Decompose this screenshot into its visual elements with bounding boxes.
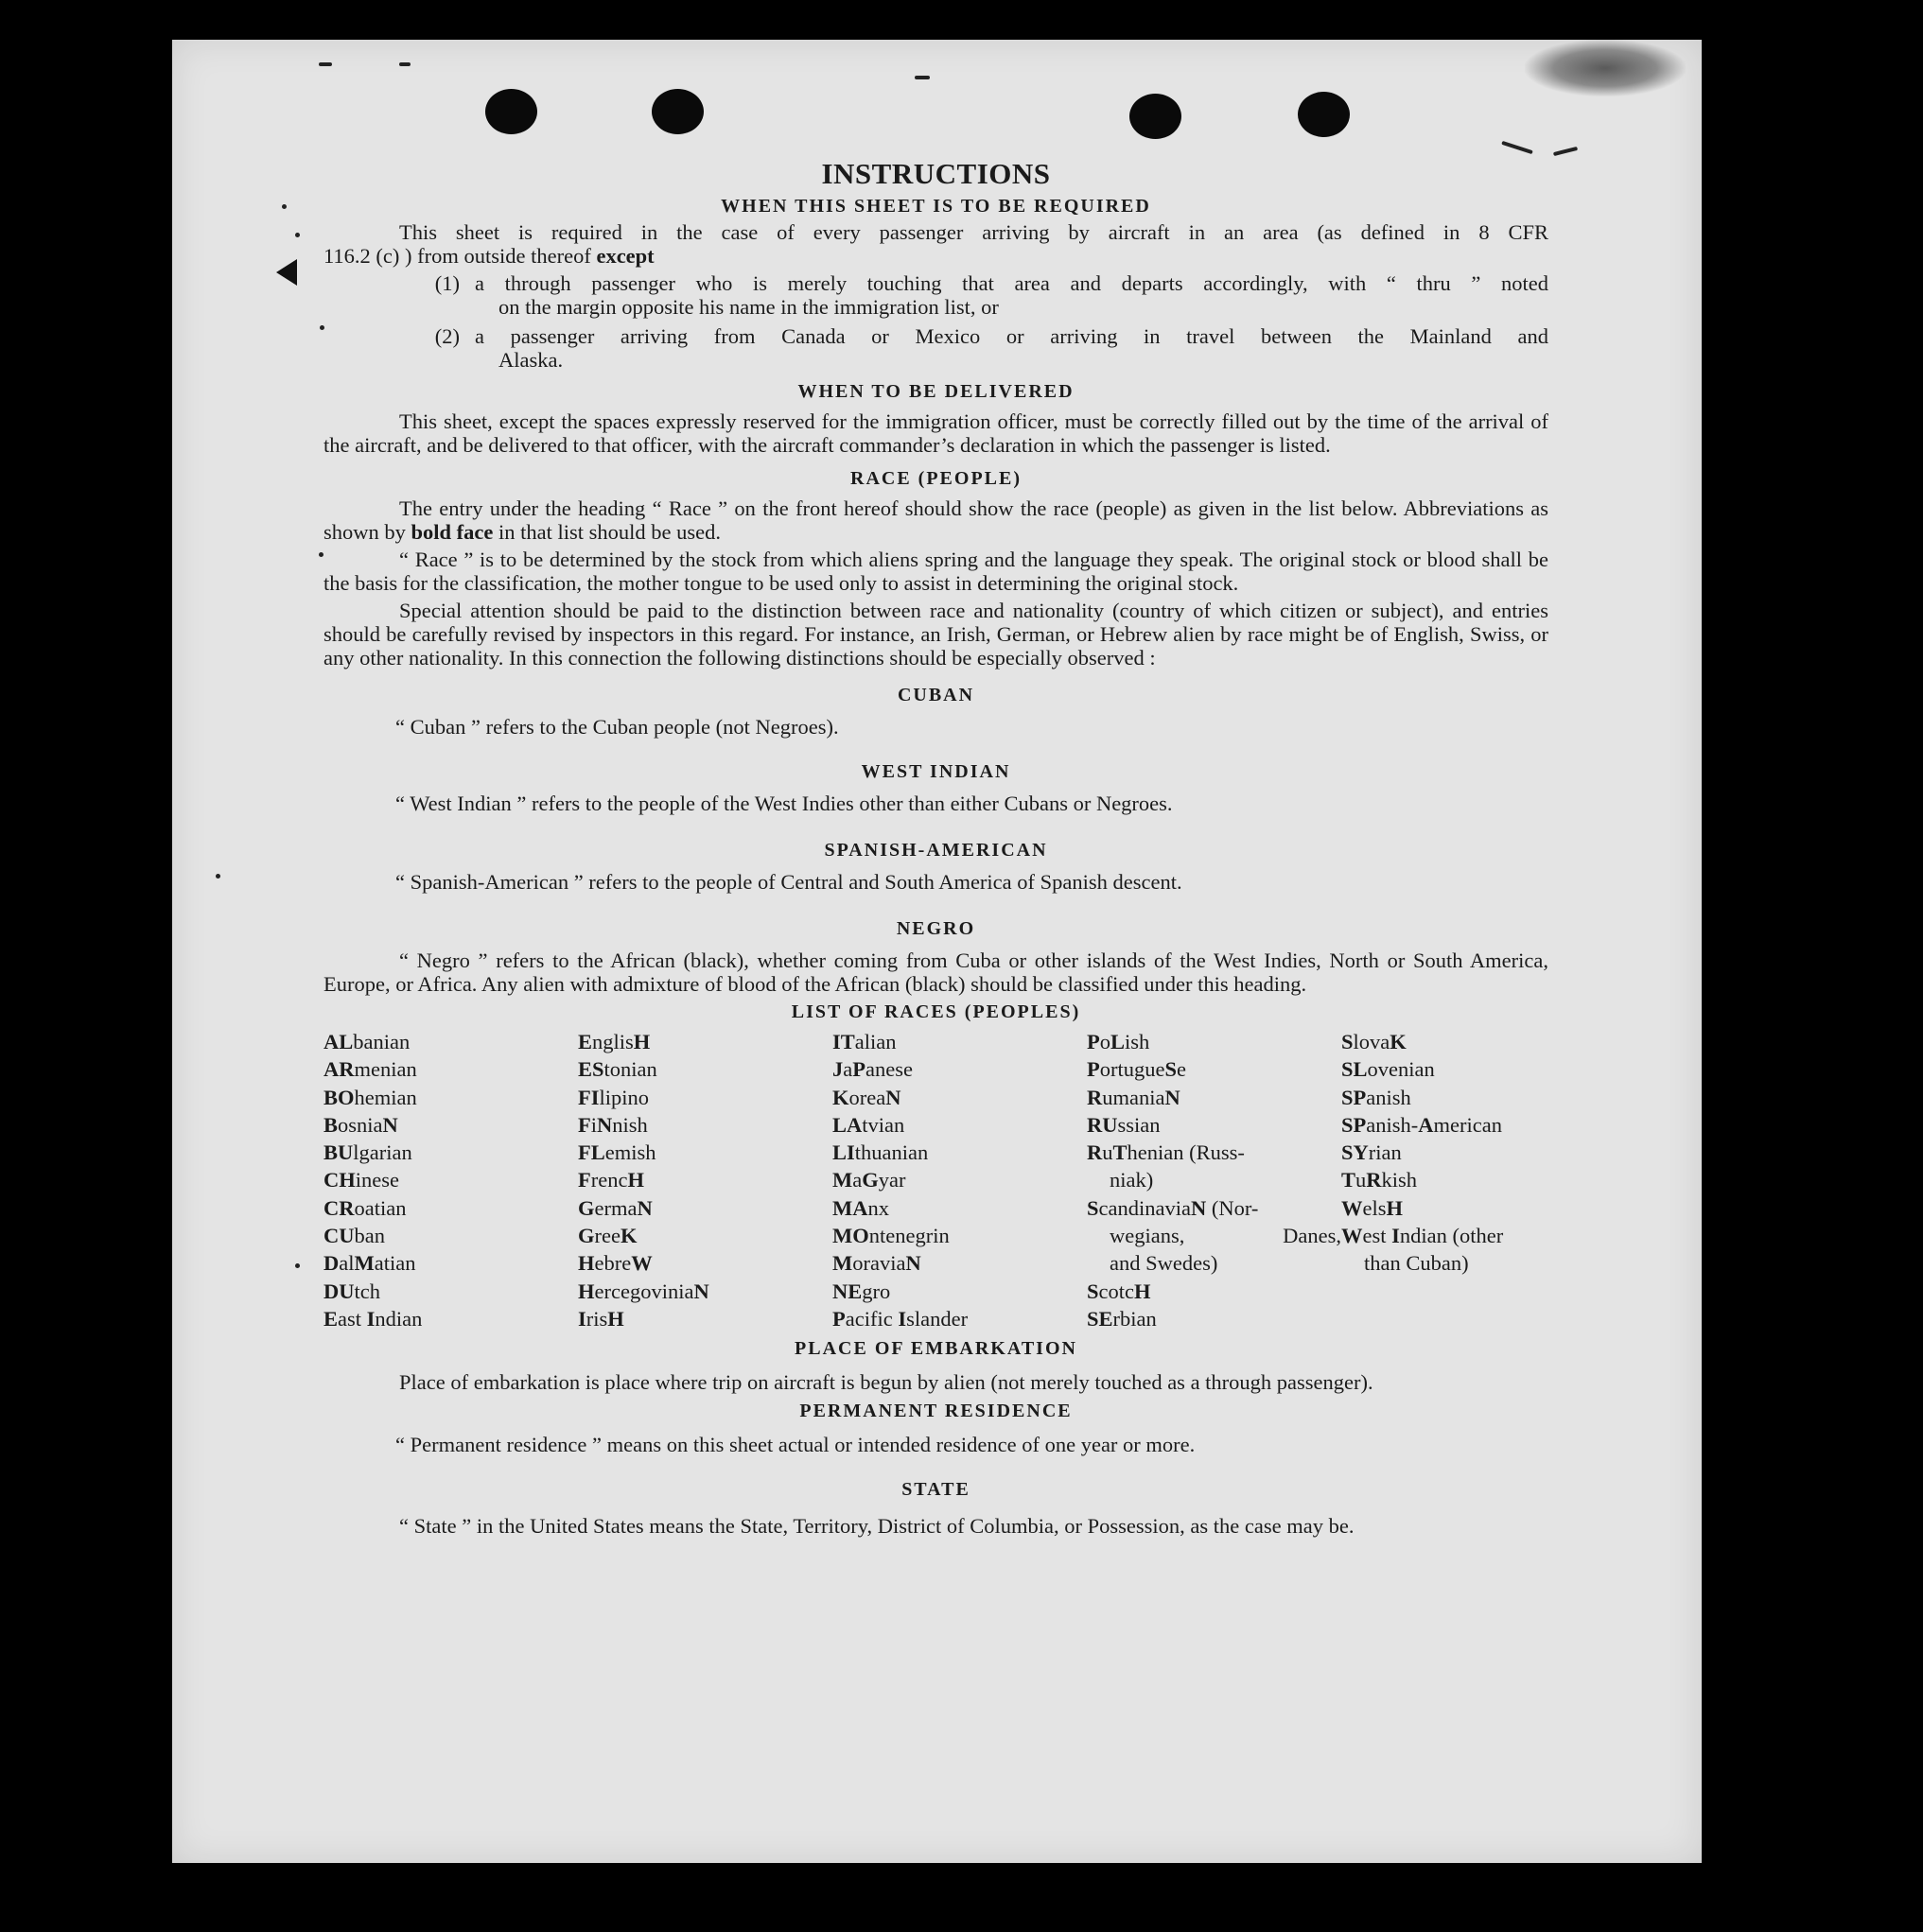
paragraph: “ Race ” is to be determined by the stock from which aliens spring and the language they speak. The original stock or blood shall be the basis for the classification, the mother tongue to be used only to assist in determining the original stock. bbox=[323, 548, 1548, 595]
speck bbox=[295, 233, 300, 237]
race-text: est bbox=[1362, 1224, 1392, 1248]
text: in that list should be used. bbox=[493, 520, 722, 544]
section-heading: WHEN TO BE DELIVERED bbox=[797, 381, 1075, 402]
race-abbrev: N bbox=[382, 1112, 398, 1137]
race-entry bbox=[578, 1278, 832, 1305]
race-abbrev: G bbox=[862, 1168, 879, 1192]
race-abbrev: M bbox=[832, 1251, 853, 1276]
section-heading: WHEN THIS SHEET IS TO BE REQUIRED bbox=[721, 196, 1151, 217]
mark bbox=[319, 62, 332, 66]
line: a through passenger who is merely touching that area and departs accordingly, with “ thru ” noted bbox=[475, 271, 1548, 295]
race-text: atian bbox=[374, 1251, 416, 1276]
race-text: ercegovinia bbox=[594, 1279, 694, 1303]
race-entry bbox=[1087, 1249, 1341, 1277]
race-abbrev: H bbox=[1386, 1195, 1404, 1220]
race-text: emish bbox=[604, 1140, 656, 1165]
race-text: u bbox=[1102, 1140, 1113, 1165]
race-entry bbox=[323, 1084, 578, 1111]
race-text: a bbox=[852, 1168, 863, 1192]
race-text: osnia bbox=[338, 1112, 383, 1137]
race-text: els bbox=[1362, 1195, 1387, 1220]
race-entry bbox=[1341, 1249, 1548, 1277]
race-text: yar bbox=[878, 1168, 906, 1192]
list-item bbox=[323, 324, 1548, 372]
race-text: thuanian bbox=[854, 1140, 929, 1165]
race-abbrev: SE bbox=[1087, 1306, 1113, 1331]
race-abbrev: FL bbox=[578, 1140, 605, 1165]
race-entry bbox=[323, 1222, 578, 1249]
race-entry bbox=[323, 1139, 578, 1166]
race-text: alian bbox=[854, 1030, 897, 1053]
race-text: ndian bbox=[375, 1306, 423, 1331]
line: on the margin opposite his name in the immigration list, or bbox=[498, 295, 999, 319]
section-heading: LIST OF RACES (PEOPLES) bbox=[791, 1001, 1081, 1022]
section-heading: STATE bbox=[901, 1479, 970, 1501]
paragraph: This sheet, except the spaces expressly reserved for the immigration officer, must be correctly filled out by the time of the arrival of the aircraft, and be delivered to that officer, with the aircraft commander’s declaration in which the passenger is listed. bbox=[323, 409, 1548, 457]
race-abbrev: R bbox=[1366, 1168, 1382, 1192]
race-entry bbox=[323, 1166, 578, 1193]
paragraph bbox=[323, 244, 1548, 268]
race-entry bbox=[832, 1249, 1087, 1277]
race-entry bbox=[1087, 1222, 1341, 1249]
race-abbrev: I bbox=[366, 1306, 376, 1331]
paragraph: “ Spanish-American ” refers to the people of Central and South America of Spanish descent. bbox=[395, 870, 1182, 894]
race-text: banian bbox=[353, 1030, 411, 1053]
race-abbrev: S bbox=[1087, 1195, 1099, 1220]
race-abbrev: K bbox=[1390, 1030, 1407, 1053]
race-entry bbox=[832, 1305, 1087, 1332]
race-word: Danes, bbox=[1283, 1224, 1341, 1248]
race-text: rian bbox=[1368, 1140, 1402, 1165]
race-abbrev: CU bbox=[323, 1224, 355, 1248]
race-abbrev: BO bbox=[323, 1085, 355, 1109]
race-abbrev: SP bbox=[1341, 1112, 1367, 1137]
text: 116.2 (c) ) from outside thereof bbox=[323, 244, 597, 268]
race-text: i bbox=[590, 1112, 598, 1137]
race-abbrev: H bbox=[607, 1306, 624, 1331]
race-text: o bbox=[1099, 1030, 1110, 1053]
race-abbrev: N bbox=[885, 1085, 901, 1109]
item-number: (2) bbox=[434, 324, 460, 348]
race-abbrev: E bbox=[323, 1306, 339, 1331]
race-text: gro bbox=[862, 1279, 891, 1303]
race-entry bbox=[1341, 1111, 1548, 1139]
race-abbrev: K bbox=[620, 1224, 638, 1248]
paragraph: Special attention should be paid to the distinction between race and nationality (country of which citizen or subject), and entries should be carefully revised by inspectors in this regard. For instance, an Irish, German, or Hebrew alien by race might be of English, Swiss, or any other nationality. In this connection the following distinctions should be especially observed : bbox=[323, 599, 1548, 670]
race-text: merican bbox=[1433, 1112, 1502, 1137]
race-abbrev: G bbox=[578, 1224, 595, 1248]
race-entry bbox=[1341, 1222, 1548, 1249]
race-text: lipino bbox=[599, 1085, 650, 1109]
emphasis: bold face bbox=[411, 520, 494, 544]
race-abbrev: N bbox=[597, 1112, 613, 1137]
list-item bbox=[323, 271, 1548, 319]
race-abbrev: MO bbox=[832, 1224, 869, 1248]
paragraph bbox=[323, 220, 1548, 244]
race-text: ish bbox=[1125, 1030, 1150, 1053]
race-text: cotc bbox=[1098, 1279, 1134, 1303]
race-text: lgarian bbox=[353, 1140, 412, 1165]
race-abbrev: LI bbox=[832, 1140, 855, 1165]
race-text: acific bbox=[845, 1306, 899, 1331]
text: This sheet is required in the case of every passenger arriving by aircraft in an area (as defined in 8 CFR bbox=[399, 220, 1548, 244]
race-entry bbox=[578, 1194, 832, 1222]
race-entry bbox=[832, 1139, 1087, 1166]
race-text: nx bbox=[867, 1195, 889, 1220]
paragraph: “ Negro ” refers to the African (black), whether coming from Cuba or other islands of the West Indies, North or South America, Europe, or Africa. Any alien with admixture of blood of the African (black) should be classified under this heading. bbox=[323, 949, 1548, 996]
race-text: nglis bbox=[592, 1030, 634, 1053]
race-abbrev: H bbox=[1134, 1279, 1151, 1303]
race-text: anish- bbox=[1366, 1112, 1419, 1137]
race-entry bbox=[832, 1111, 1087, 1139]
paragraph: “ Permanent residence ” means on this sheet actual or intended residence of one year or more. bbox=[395, 1433, 1196, 1457]
margin-arrow bbox=[276, 259, 297, 286]
race-text: ssian bbox=[1117, 1112, 1161, 1137]
race-abbrev: SL bbox=[1341, 1057, 1368, 1082]
race-abbrev: T bbox=[1112, 1140, 1128, 1165]
race-entry bbox=[578, 1305, 832, 1332]
race-text: ebre bbox=[594, 1251, 632, 1276]
race-text: ovenian bbox=[1367, 1057, 1435, 1082]
race-text: anish bbox=[1366, 1085, 1411, 1109]
punch-hole bbox=[1298, 92, 1350, 137]
race-entry bbox=[832, 1166, 1087, 1193]
race-abbrev: W bbox=[631, 1251, 653, 1276]
race-abbrev: ES bbox=[578, 1057, 604, 1082]
race-abbrev: RU bbox=[1087, 1112, 1118, 1137]
race-entry bbox=[323, 1028, 578, 1055]
race-abbrev: M bbox=[354, 1251, 375, 1276]
race-entry bbox=[832, 1028, 1087, 1055]
race-abbrev: IT bbox=[832, 1030, 855, 1053]
race-abbrev: P bbox=[832, 1306, 846, 1331]
race-abbrev: CR bbox=[323, 1195, 355, 1220]
race-entry bbox=[323, 1194, 578, 1222]
race-abbrev: P bbox=[852, 1057, 865, 1082]
race-entry bbox=[832, 1084, 1087, 1111]
text: The entry under the heading “ Race ” on the front hereof should show the race (people) as given in the list below. Abbreviations as shown by bbox=[323, 496, 1548, 544]
paragraph: “ Cuban ” refers to the Cuban people (not Negroes). bbox=[395, 715, 839, 739]
race-text: tch bbox=[354, 1279, 380, 1303]
races-column bbox=[1341, 1028, 1548, 1332]
race-abbrev: R bbox=[1087, 1140, 1103, 1165]
line: a passenger arriving from Canada or Mexico or arriving in travel between the Mainland and bbox=[475, 324, 1548, 348]
race-text: and Swedes) bbox=[1110, 1251, 1218, 1276]
page-title: INSTRUCTIONS bbox=[821, 157, 1051, 190]
race-abbrev: W bbox=[1341, 1224, 1363, 1248]
race-abbrev: P bbox=[1087, 1030, 1100, 1053]
race-text: ast bbox=[338, 1306, 367, 1331]
race-entry bbox=[323, 1249, 578, 1277]
race-text: candinavia bbox=[1098, 1195, 1191, 1220]
race-entry bbox=[578, 1055, 832, 1083]
race-abbrev: H bbox=[633, 1030, 651, 1053]
race-text: hemian bbox=[354, 1085, 417, 1109]
race-abbrev: E bbox=[578, 1030, 593, 1053]
races-column bbox=[578, 1028, 832, 1332]
race-abbrev: DU bbox=[323, 1279, 355, 1303]
race-abbrev: K bbox=[832, 1085, 849, 1109]
punch-hole bbox=[485, 89, 537, 134]
race-abbrev: H bbox=[578, 1251, 595, 1276]
speck bbox=[295, 1263, 300, 1268]
race-text: u bbox=[1355, 1168, 1367, 1192]
punch-hole bbox=[652, 89, 704, 134]
race-entry bbox=[578, 1028, 832, 1055]
item-text bbox=[475, 324, 1548, 372]
paragraph: “ West Indian ” refers to the people of the West Indies other than either Cubans or Negroes. bbox=[395, 792, 1173, 815]
race-text: ree bbox=[594, 1224, 621, 1248]
item-number: (1) bbox=[434, 271, 460, 295]
section-heading: SPANISH-AMERICAN bbox=[824, 840, 1048, 861]
race-abbrev: S bbox=[1341, 1030, 1354, 1053]
race-text: tvian bbox=[862, 1112, 905, 1137]
race-abbrev: N bbox=[693, 1279, 709, 1303]
race-abbrev: SP bbox=[1341, 1085, 1367, 1109]
race-abbrev: N bbox=[637, 1195, 653, 1220]
instructions-content bbox=[323, 156, 1548, 1540]
race-abbrev: J bbox=[832, 1057, 844, 1082]
race-abbrev: I bbox=[898, 1306, 907, 1331]
race-abbrev: L bbox=[1110, 1030, 1126, 1053]
race-abbrev: F bbox=[578, 1112, 591, 1137]
section-heading: WEST INDIAN bbox=[861, 761, 1011, 782]
race-text: slander bbox=[906, 1306, 969, 1331]
race-word: wegians, bbox=[1110, 1224, 1185, 1248]
race-entry bbox=[323, 1055, 578, 1083]
race-abbrev: N bbox=[1190, 1195, 1207, 1220]
emphasis: except bbox=[596, 244, 655, 268]
race-text: erma bbox=[594, 1195, 638, 1220]
item-text bbox=[475, 271, 1548, 319]
race-entry bbox=[1087, 1278, 1341, 1305]
race-text: kish bbox=[1381, 1168, 1418, 1192]
race-entry bbox=[832, 1055, 1087, 1083]
race-text: ris bbox=[586, 1306, 608, 1331]
section-heading: PLACE OF EMBARKATION bbox=[795, 1338, 1077, 1360]
race-abbrev: BU bbox=[323, 1140, 354, 1165]
race-text: anese bbox=[865, 1057, 913, 1082]
race-abbrev: MA bbox=[832, 1195, 868, 1220]
speck bbox=[282, 204, 287, 209]
race-entry bbox=[1341, 1166, 1548, 1193]
race-text: than Cuban) bbox=[1364, 1251, 1469, 1276]
document-sheet bbox=[172, 40, 1702, 1863]
race-entry bbox=[1341, 1084, 1548, 1111]
races-column bbox=[832, 1028, 1087, 1332]
race-entry bbox=[578, 1084, 832, 1111]
race-entry bbox=[832, 1194, 1087, 1222]
race-entry bbox=[1087, 1055, 1341, 1083]
race-text: tonian bbox=[603, 1057, 657, 1082]
race-entry bbox=[578, 1222, 832, 1249]
race-text: ortugue bbox=[1099, 1057, 1165, 1082]
race-entry bbox=[1087, 1111, 1341, 1139]
races-list bbox=[323, 1028, 1548, 1332]
paragraph: “ State ” in the United States means the State, Territory, District of Columbia, or Possession, as the case may be. bbox=[399, 1514, 1355, 1539]
mark bbox=[915, 76, 930, 79]
race-abbrev: I bbox=[1391, 1224, 1400, 1248]
race-text: al bbox=[339, 1251, 355, 1276]
race-abbrev: B bbox=[323, 1112, 339, 1137]
race-abbrev: AR bbox=[323, 1057, 355, 1082]
race-entry bbox=[1087, 1084, 1341, 1111]
race-entry bbox=[1087, 1139, 1341, 1166]
race-abbrev: LA bbox=[832, 1112, 863, 1137]
race-entry bbox=[1087, 1305, 1341, 1332]
race-abbrev: F bbox=[578, 1168, 591, 1192]
mark bbox=[1501, 141, 1533, 154]
race-entry bbox=[323, 1111, 578, 1139]
race-entry bbox=[578, 1166, 832, 1193]
race-entry bbox=[323, 1278, 578, 1305]
race-entry bbox=[1341, 1028, 1548, 1055]
race-abbrev: R bbox=[1087, 1085, 1103, 1109]
race-abbrev: P bbox=[1087, 1057, 1100, 1082]
race-text: oravia bbox=[852, 1251, 906, 1276]
race-abbrev: AL bbox=[323, 1030, 354, 1053]
race-abbrev: CH bbox=[323, 1168, 356, 1192]
race-abbrev: S bbox=[1164, 1057, 1177, 1082]
race-entry bbox=[1341, 1055, 1548, 1083]
race-entry bbox=[323, 1305, 578, 1332]
races-column bbox=[323, 1028, 578, 1332]
race-abbrev: N bbox=[1164, 1085, 1180, 1109]
paragraph: Place of embarkation is place where trip on aircraft is begun by alien (not merely touched as a through passenger). bbox=[399, 1370, 1373, 1395]
race-entry bbox=[1087, 1028, 1341, 1055]
race-entry bbox=[832, 1222, 1087, 1249]
race-entry bbox=[832, 1278, 1087, 1305]
race-entry bbox=[1341, 1139, 1548, 1166]
race-abbrev: D bbox=[323, 1251, 340, 1276]
mark bbox=[1553, 147, 1578, 156]
race-entry bbox=[578, 1111, 832, 1139]
race-text: ntenegrin bbox=[868, 1224, 950, 1248]
race-text: menian bbox=[354, 1057, 417, 1082]
section-heading: CUBAN bbox=[897, 685, 975, 705]
punch-hole bbox=[1129, 94, 1181, 139]
section-heading: NEGRO bbox=[896, 918, 976, 939]
race-abbrev: H bbox=[578, 1279, 595, 1303]
paragraph bbox=[323, 496, 1548, 544]
mark bbox=[399, 62, 411, 66]
race-text: nish bbox=[612, 1112, 648, 1137]
race-text: lova bbox=[1353, 1030, 1390, 1053]
race-entry bbox=[578, 1139, 832, 1166]
race-abbrev: S bbox=[1087, 1279, 1099, 1303]
race-abbrev: SY bbox=[1341, 1140, 1369, 1165]
race-text: renc bbox=[590, 1168, 628, 1192]
race-text: rbian bbox=[1112, 1306, 1157, 1331]
race-abbrev: G bbox=[578, 1195, 595, 1220]
races-column bbox=[1087, 1028, 1341, 1332]
race-entry bbox=[578, 1249, 832, 1277]
race-abbrev: M bbox=[832, 1168, 853, 1192]
race-text: henian (Russ- bbox=[1127, 1140, 1245, 1165]
race-text bbox=[1110, 1222, 1341, 1249]
section-heading: RACE (PEOPLE) bbox=[850, 468, 1022, 489]
race-entry bbox=[1087, 1166, 1341, 1193]
race-entry bbox=[1341, 1194, 1548, 1222]
race-entry bbox=[1087, 1194, 1341, 1222]
race-abbrev: I bbox=[578, 1306, 586, 1331]
section-heading: PERMANENT RESIDENCE bbox=[799, 1401, 1073, 1422]
race-text: orea bbox=[848, 1085, 886, 1109]
race-text: ndian (other bbox=[1399, 1224, 1504, 1248]
race-abbrev: N bbox=[905, 1251, 921, 1276]
speck bbox=[216, 874, 220, 879]
race-abbrev: T bbox=[1341, 1168, 1356, 1192]
race-text: oatian bbox=[354, 1195, 407, 1220]
race-text: umania bbox=[1102, 1085, 1165, 1109]
line: Alaska. bbox=[498, 348, 564, 372]
race-text: inese bbox=[355, 1168, 399, 1192]
race-text: niak) bbox=[1110, 1168, 1154, 1192]
race-abbrev: NE bbox=[832, 1279, 863, 1303]
ink-smudge bbox=[1525, 40, 1686, 96]
race-text: a bbox=[843, 1057, 853, 1082]
race-text: ban bbox=[354, 1224, 385, 1248]
race-text: (Nor- bbox=[1206, 1195, 1259, 1220]
race-text: e bbox=[1177, 1057, 1186, 1082]
race-abbrev: FI bbox=[578, 1085, 600, 1109]
race-abbrev: H bbox=[627, 1168, 644, 1192]
race-abbrev: W bbox=[1341, 1195, 1363, 1220]
race-abbrev: A bbox=[1418, 1112, 1434, 1137]
